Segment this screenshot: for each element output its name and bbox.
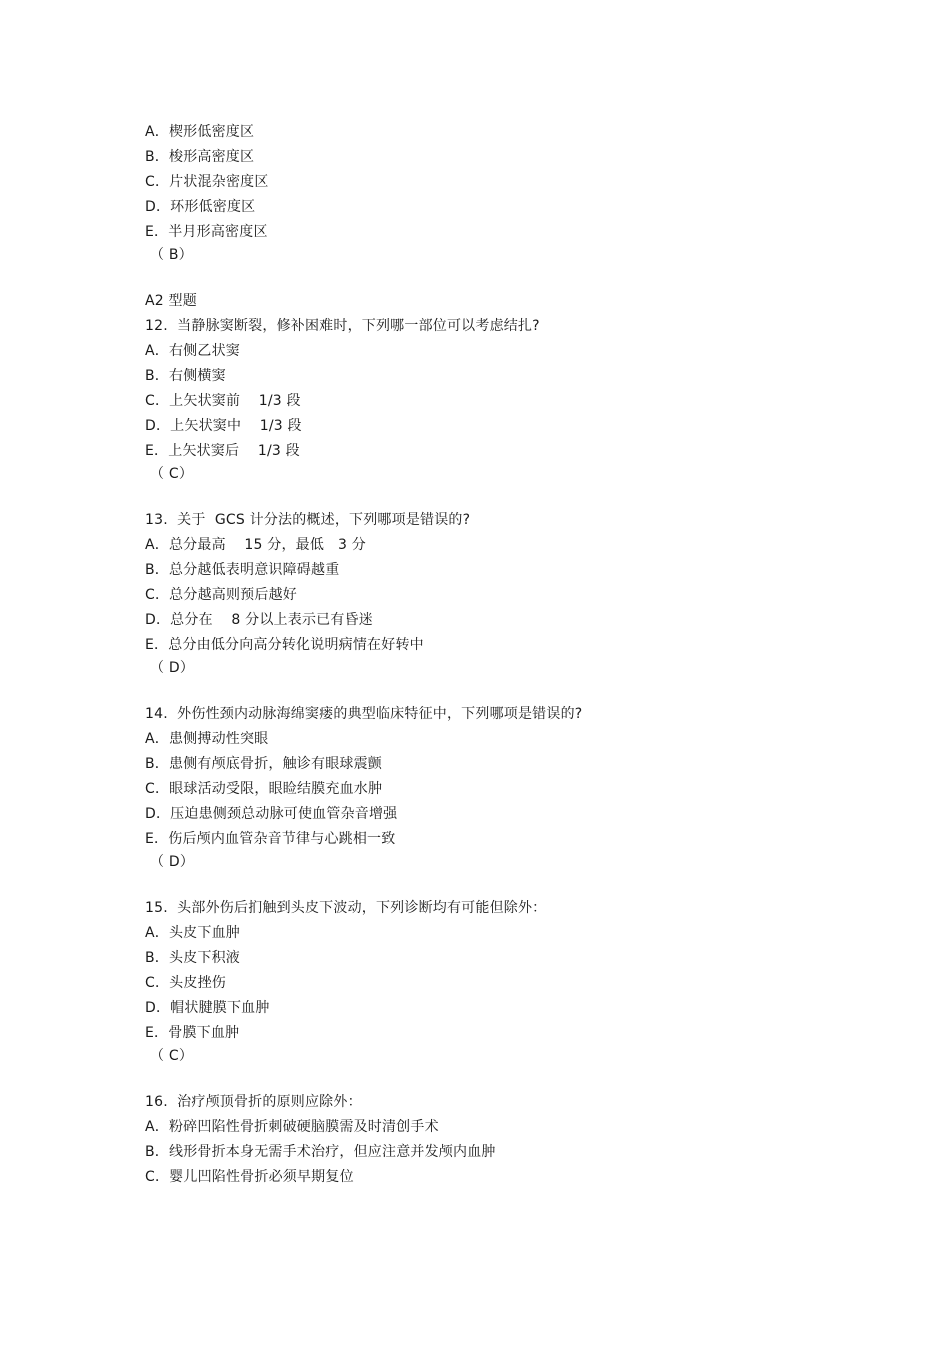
question-block — [145, 508, 845, 679]
answer-line: （ D） — [150, 660, 195, 676]
option-line: C．片状混杂密度区 — [145, 174, 269, 190]
answer-line: （ B） — [150, 247, 193, 263]
option-line: A．患侧搏动性突眼 — [145, 731, 269, 747]
option-line: A．粉碎凹陷性骨折刺破硬脑膜需及时清创手术 — [145, 1119, 439, 1135]
option-line: C．上矢状窦前 1/3 段 — [145, 393, 301, 409]
option-line: C．眼球活动受限，眼睑结膜充血水肿 — [145, 781, 383, 797]
option-line: D．上矢状窦中 1/3 段 — [145, 418, 302, 434]
question-stem: 16. 治疗颅顶骨折的原则应除外： — [145, 1094, 362, 1110]
option-line: D．环形低密度区 — [145, 199, 256, 215]
intro-option-list — [145, 120, 845, 266]
option-line: E．伤后颅内血管杂音节律与心跳相一致 — [145, 831, 396, 847]
answer-line: （ C） — [150, 1048, 194, 1064]
option-line: C．头皮挫伤 — [145, 975, 226, 991]
option-line: D．帽状腱膜下血肿 — [145, 1000, 270, 1016]
option-line: E．半月形高密度区 — [145, 224, 268, 240]
option-line: C．婴儿凹陷性骨折必须早期复位 — [145, 1169, 354, 1185]
question-block — [145, 314, 845, 485]
option-line: A．楔形低密度区 — [145, 124, 255, 140]
question-stem: 12. 当静脉窦断裂，修补困难时，下列哪一部位可以考虑结扎? — [145, 318, 540, 334]
option-line: B．头皮下积液 — [145, 950, 241, 966]
option-line: C．总分越高则预后越好 — [145, 587, 297, 603]
question-content — [145, 120, 845, 1190]
question-block — [145, 1090, 845, 1190]
question-block — [145, 702, 845, 873]
answer-line: （ C） — [150, 466, 194, 482]
option-line: B．梭形高密度区 — [145, 149, 255, 165]
answer-line: （ D） — [150, 854, 195, 870]
option-line: B．总分越低表明意识障碍越重 — [145, 562, 340, 578]
question-stem: 13. 关于 GCS 计分法的概述，下列哪项是错误的? — [145, 512, 471, 528]
question-stem: 15. 头部外伤后扪触到头皮下波动，下列诊断均有可能但除外： — [145, 900, 547, 916]
option-line: E．骨膜下血肿 — [145, 1025, 240, 1041]
option-line: A．右侧乙状窦 — [145, 343, 240, 359]
option-line: B．线形骨折本身无需手术治疗，但应注意并发颅内血肿 — [145, 1144, 496, 1160]
option-line: A．总分最高 15 分，最低 3 分 — [145, 537, 366, 553]
option-line: A．头皮下血肿 — [145, 925, 240, 941]
option-line: B．右侧横窦 — [145, 368, 226, 384]
option-line: D．压迫患侧颈总动脉可使血管杂音增强 — [145, 806, 398, 822]
option-line: B．患侧有颅底骨折，触诊有眼球震颤 — [145, 756, 383, 772]
question-block — [145, 896, 845, 1067]
option-line: E．总分由低分向高分转化说明病情在好转中 — [145, 637, 424, 653]
option-line: D．总分在 8 分以上表示已有昏迷 — [145, 612, 373, 628]
section-header: A2 型题 — [145, 293, 197, 309]
option-line: E．上矢状窦后 1/3 段 — [145, 443, 300, 459]
question-stem: 14. 外伤性颈内动脉海绵窦瘘的典型临床特征中，下列哪项是错误的? — [145, 706, 583, 722]
